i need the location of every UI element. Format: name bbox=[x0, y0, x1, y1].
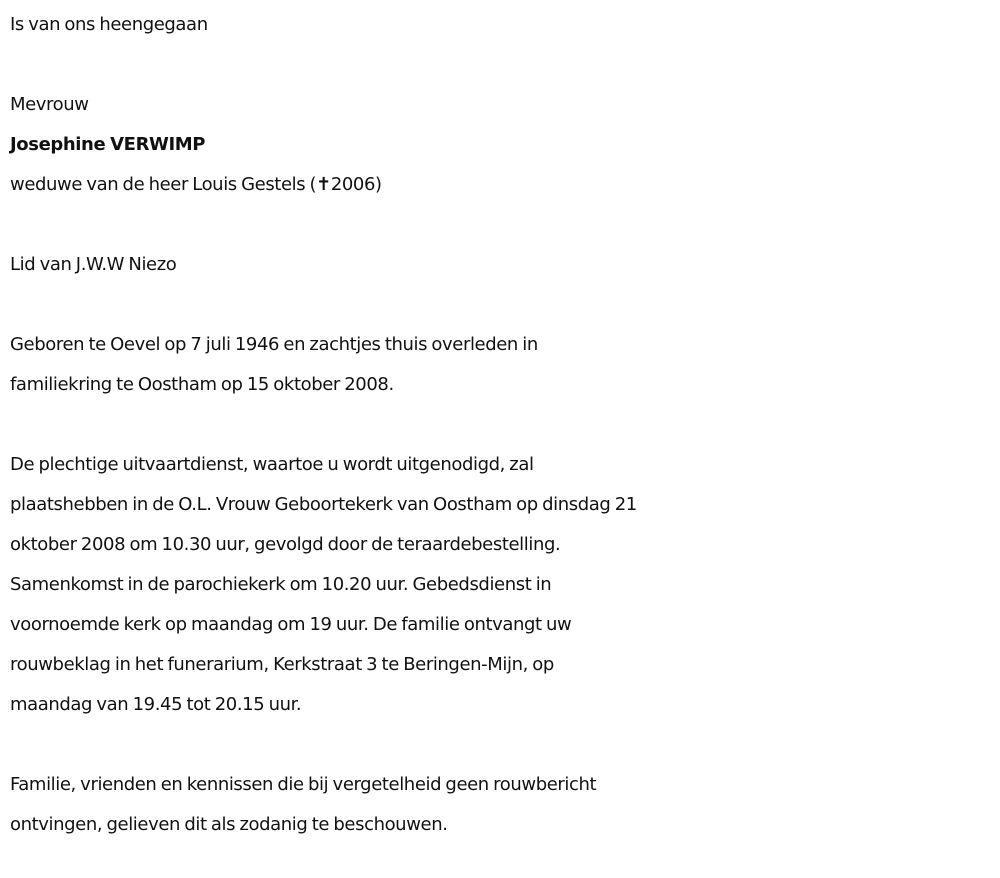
paragraph-line: ontvingen, gelieven dit als zodanig te beschouwen. bbox=[10, 814, 448, 835]
paragraph-line: maandag van 19.45 tot 20.15 uur. bbox=[10, 694, 302, 715]
paragraph-line: oktober 2008 om 10.30 uur, gevolgd door de teraardebestelling. bbox=[10, 534, 561, 555]
intro-text: Is van ons heengegaan bbox=[10, 14, 208, 35]
spacer bbox=[10, 405, 995, 445]
member-line: Lid van J.W.W Niezo bbox=[10, 254, 177, 275]
paragraph-line: Samenkomst in de parochiekerk om 10.20 uur. Gebedsdienst in bbox=[10, 574, 552, 595]
death-notice bbox=[10, 0, 995, 845]
paragraph-line: Geboren te Oevel op 7 juli 1946 en zachtjes thuis overleden in bbox=[10, 334, 538, 355]
paragraph-line: rouwbeklag in het funerarium, Kerkstraat 3 te Beringen-Mijn, op bbox=[10, 654, 554, 675]
deceased-name: Josephine VERWIMP bbox=[10, 134, 206, 155]
birth-paragraph bbox=[10, 325, 995, 405]
spacer bbox=[10, 725, 995, 765]
paragraph-line: plaatshebben in de O.L. Vrouw Geboortekerk van Oostham op dinsdag 21 bbox=[10, 494, 637, 515]
spacer bbox=[10, 45, 995, 85]
service-paragraph bbox=[10, 445, 995, 725]
closing-paragraph bbox=[10, 765, 995, 845]
paragraph-line: De plechtige uitvaartdienst, waartoe u wordt uitgenodigd, zal bbox=[10, 454, 534, 475]
widow-line: weduwe van de heer Louis Gestels (✝2006) bbox=[10, 174, 382, 195]
paragraph-line: Familie, vrienden en kennissen die bij vergetelheid geen rouwbericht bbox=[10, 774, 597, 795]
paragraph-line: familiekring te Oostham op 15 oktober 2008. bbox=[10, 374, 394, 395]
paragraph-line: voornoemde kerk op maandag om 19 uur. De familie ontvangt uw bbox=[10, 614, 572, 635]
salutation: Mevrouw bbox=[10, 94, 89, 115]
spacer bbox=[10, 205, 995, 245]
spacer bbox=[10, 285, 995, 325]
